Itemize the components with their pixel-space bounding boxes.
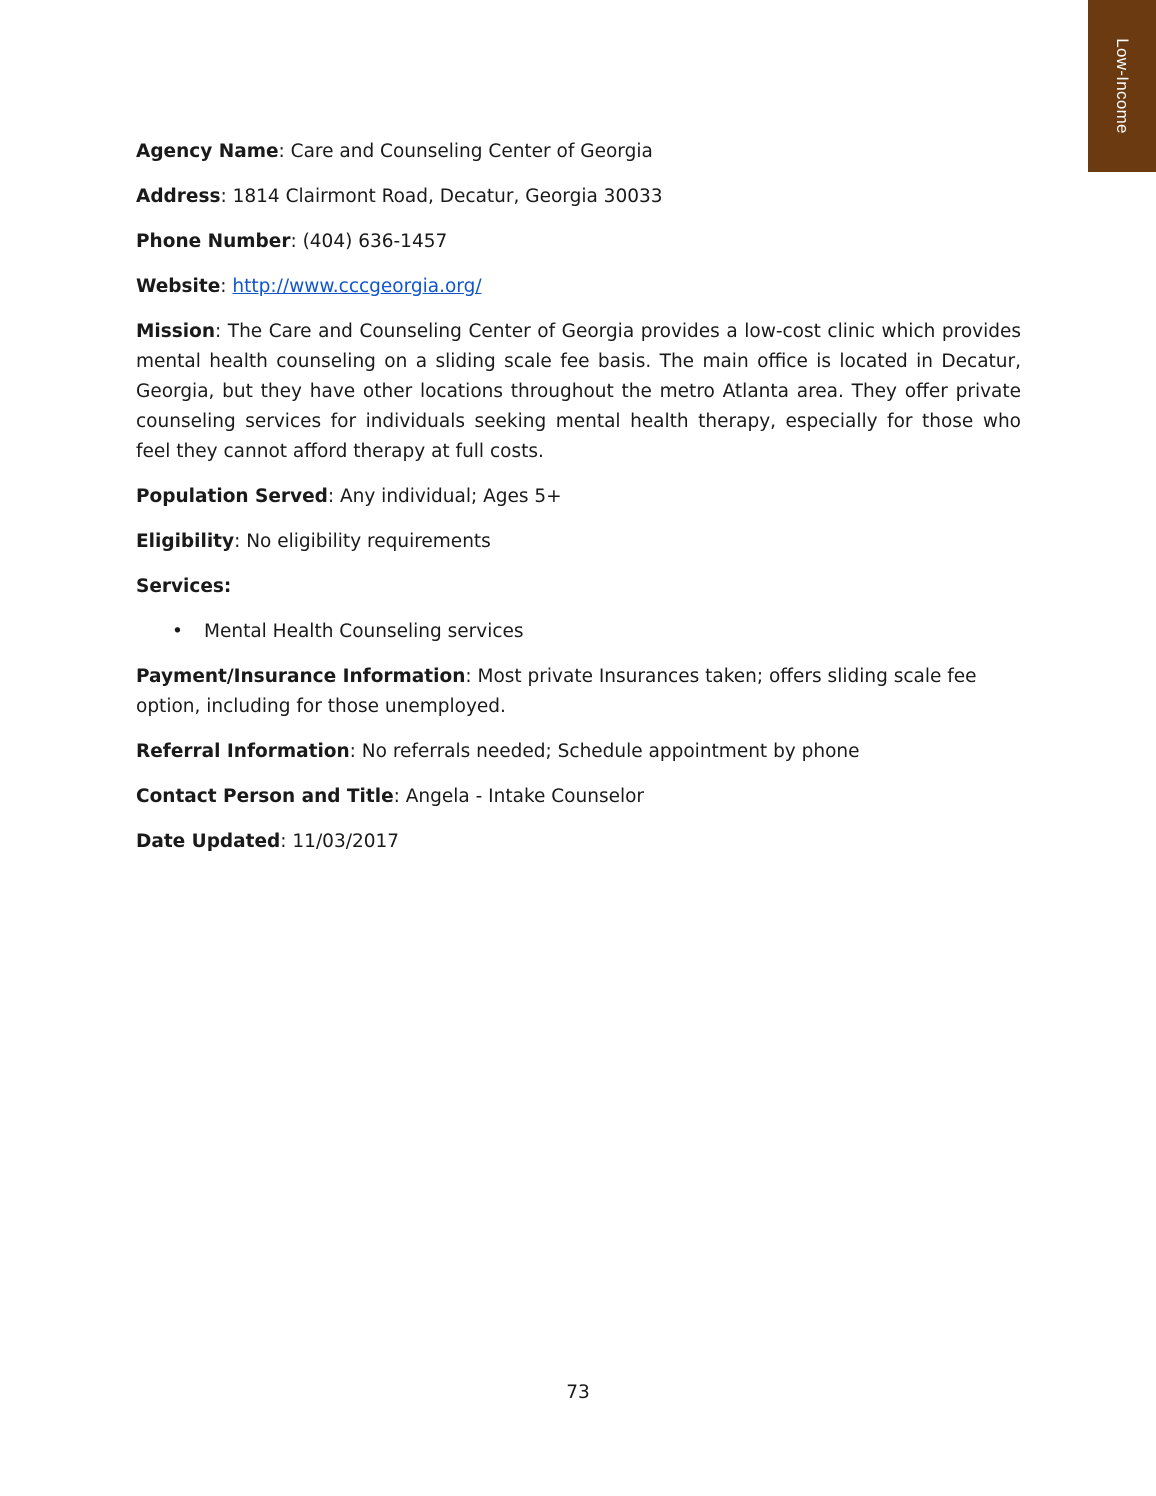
contact-value: : Angela - Intake Counselor — [393, 786, 645, 807]
payment-value: : Most private Insurances taken; offers sliding scale fee option, including for those unemployed. — [136, 666, 977, 717]
services-heading: Services: — [136, 576, 232, 597]
eligibility-value: : No eligibility requirements — [234, 531, 491, 552]
contact-field — [136, 782, 1021, 812]
eligibility-label: Eligibility — [136, 531, 235, 552]
phone-label: Phone Number — [136, 231, 291, 252]
agency-name-field — [136, 137, 1021, 167]
phone-value: : (404) 636-1457 — [290, 231, 448, 252]
population-field — [136, 482, 1021, 512]
date-updated-label: Date Updated — [136, 831, 281, 852]
website-link[interactable]: http://www.cccgeorgia.org/ — [232, 276, 482, 297]
eligibility-field — [136, 527, 1021, 557]
agency-name-value: : Care and Counseling Center of Georgia — [278, 141, 653, 162]
website-separator: : — [220, 276, 233, 297]
mission-field — [136, 317, 1021, 467]
referral-value: : No referrals needed; Schedule appointment by phone — [349, 741, 860, 762]
mission-label: Mission — [136, 321, 215, 342]
mission-value: : The Care and Counseling Center of Georgia provides a low-cost clinic which provides mental health counseling on a sliding scale fee basis. The main office is located in Decatur, Georgia, but they have other locations throughout the metro Atlanta area. They offer private counseling services for individuals seeking mental health therapy, especially for those who feel they cannot afford therapy at full costs. — [136, 321, 1021, 462]
contact-label: Contact Person and Title — [136, 786, 394, 807]
payment-label: Payment/Insurance Information — [136, 666, 466, 687]
population-label: Population Served — [136, 486, 328, 507]
page-number: 73 — [566, 1382, 590, 1403]
section-tab — [1088, 0, 1156, 172]
website-label: Website — [136, 276, 221, 297]
section-tab-label: Low-Income — [1113, 38, 1132, 134]
phone-field — [136, 227, 1021, 257]
service-item-label: Mental Health Counseling services — [204, 621, 524, 642]
population-value: : Any individual; Ages 5+ — [327, 486, 562, 507]
address-field — [136, 182, 1021, 212]
website-field — [136, 272, 1021, 302]
agency-name-label: Agency Name — [136, 141, 279, 162]
address-label: Address — [136, 186, 221, 207]
bullet-icon: • — [172, 621, 183, 642]
list-item — [136, 617, 1021, 647]
payment-field — [136, 662, 1021, 722]
referral-label: Referral Information — [136, 741, 350, 762]
services-list — [136, 617, 1021, 647]
address-value: : 1814 Clairmont Road, Decatur, Georgia 30033 — [220, 186, 663, 207]
date-updated-field — [136, 827, 1021, 857]
referral-field — [136, 737, 1021, 767]
date-updated-value: : 11/03/2017 — [280, 831, 400, 852]
agency-entry — [136, 137, 1021, 872]
